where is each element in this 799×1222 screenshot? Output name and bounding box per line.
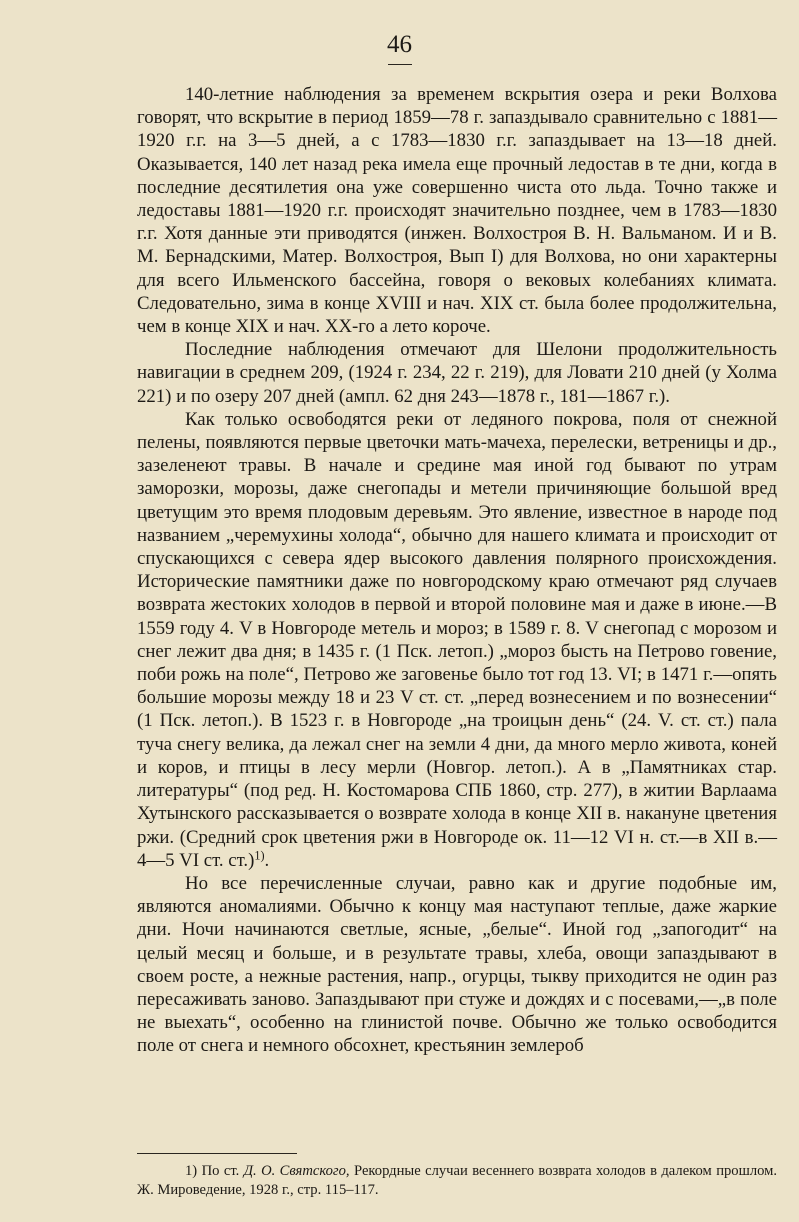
page-number: 46	[387, 31, 412, 58]
paragraph-2: Последние наблюдения отмечают для Шелони продолжительность навигации в среднем 209, (1924 г. 234, 22 г. 219), для Ловати 210 дней (у Холма 221) и по озеру 207 дней (ампл. 62 дня 243—1878 г., 181—1867 г.).	[137, 339, 777, 407]
body-text	[137, 83, 777, 1058]
footnote-prefix: По ст.	[201, 1163, 240, 1179]
footnote-reference: 1)	[254, 847, 265, 862]
footnote	[137, 1162, 777, 1200]
footnote-divider	[137, 1153, 297, 1154]
paragraph-3-text: Как только освободятся реки от ледяного покрова, поля от снежной пелены, появляются первые цветочки мать-мачеха, перелески, ветреницы и др., зазеленеют травы. В начале и средине мая иной год бывают по утрам заморозки, морозы, даже снегопады и метели причиняющие большой вред цветущим это время плодовым деревьям. Это явление, известное в народе под названием „черемухины холода“, обычно для нашего климата и происходит от спускающихся с севера ядер высокого давления полярного происхождения. Исторические памятники даже по новгородскому краю отмечают ряд случаев возврата жестоких холодов в первой и второй половине мая и даже в июне.—В 1559 году 4. V в Новгороде метель и мороз; в 1589 г. 8. V снегопад с морозом и снег лежит два дня; в 1435 г. (1 Пск. летоп.) „мороз бысть на Петрово говение, поби рожь на поле“, Петрово же заговенье было тот год 13. VI; в 1471 г.—опять большие морозы между 18 и 23 V ст. ст. „перед вознесением и по вознесении“ (1 Пск. летоп.). В 1523 г. в Новгороде „на троицын день“ (24. V. ст. ст.) пала туча снегу велика, да лежал снег на земли 4 дни, да много мерло живота, коней и коров, и птицы в лесу мерли (Новгор. летоп.). А в „Памятниках стар. литературы“ (под ред. Н. Костомарова СПБ 1860, стр. 277), в житии Варлаама Хутынского рассказывается о возврате холода в конце XII в. накануне цветения ржи. (Средний срок цветения ржи в Новгороде ок. 11—12 VI н. ст.—в XII в.— 4—5 VI ст. ст.)	[137, 408, 777, 871]
paragraph-4: Но все перечисленные случаи, равно как и другие подобные им, являются аномалиями. Обычно к концу мая наступают теплые, даже жаркие дни. Ночи начинаются светлые, ясные, „белые“. Иной год „запогодит“ на целый месяц и больше, и в результате травы, хлеба, овощи запаздывают в своем росте, а нежные растения, напр., огурцы, тыкву приходится не один раз пересаживать заново. Запаздывают при стуже и дождях и с посевами,—„в поле не выехать“, особенно на глинистой почве. Обычно же только освободится поле от снега и немного обсохнет, крестьянин землероб	[137, 872, 777, 1057]
paragraph-3: Как только освободятся реки от ледяного покрова, поля от снежной пелены, появляются первые цветочки мать-мачеха, перелески, ветреницы и др., зазеленеют травы. В начале и средине мая иной год бывают по утрам заморозки, морозы, даже снегопады и метели причиняющие большой вред цветущим это время плодовым деревьям. Это явление, известное в народе под названием „черемухины холода“, обычно для нашего климата и происходит от спускающихся с севера ядер высокого давления полярного происхождения. Исторические памятники даже по новгородскому краю отмечают ряд случаев возврата жестоких холодов в первой и второй половине мая и даже в июне.—В 1559 году 4. V в Новгороде метель и мороз; в 1589 г. 8. V снегопад с морозом и снег лежит два дня; в 1435 г. (1 Пск. летоп.) „мороз бысть на Петрово говение, поби рожь на поле“, Петрово же заговенье было тот год 13. VI; в 1471 г.—опять большие морозы между 18 и 23 V ст. ст. „перед вознесением и по вознесении“ (1 Пск. летоп.). В 1523 г. в Новгороде „на троицын день“ (24. V. ст. ст.) пала туча снегу велика, да лежал снег на земли 4 дни, да много мерло живота, коней и коров, и птицы в лесу мерли (Новгор. летоп.). А в „Памятниках стар. литературы“ (под ред. Н. Костомарова СПБ 1860, стр. 277), в житии Варлаама Хутынского рассказывается о возврате холода в конце XII в. накануне цветения ржи. (Средний срок цветения ржи в Новгороде ок. 11—12 VI н. ст.—в XII в.— 4—5 VI ст. ст.)$^{1)}$.	[137, 408, 777, 871]
footnote-marker: 1)	[185, 1163, 198, 1179]
page-number-underline	[388, 64, 412, 65]
footnote-author: Д. О. Святского,	[243, 1163, 350, 1179]
paragraph-1: 140-летние наблюдения за временем вскрытия озера и реки Волхова говорят, что вскрытие в период 1859—78 г. запаздывало сравнительно с 1881—1920 г.г. на 3—5 дней, а с 1783—1830 г.г. запаздывает на 13—18 дней. Оказывается, 140 лет назад река имела еще прочный ледостав в те дни, когда в последние десятилетия она уже совершенно чиста ото льда. Точно также и ледоставы 1881—1920 г.г. происходят значительно позднее, чем в 1783—1830 г.г. Хотя данные эти приводятся (инжен. Волхостроя В. Н. Вальманом. И и В. М. Бернадскими, Матер. Волхостроя, Вып I) для Волхова, но они характерны для всего Ильменского бассейна, говоря о вековых колебаниях климата. Следовательно, зима в конце XVIII и нач. XIX ст. была более продолжительна, чем в конце XIX и нач. XX-го а лето короче.	[137, 84, 777, 338]
footnote-citation: Рекордные случаи весеннего возврата холодов в далеком прошлом. Ж. Мироведение, 1928 г., стр. 115–117.	[137, 1163, 778, 1198]
